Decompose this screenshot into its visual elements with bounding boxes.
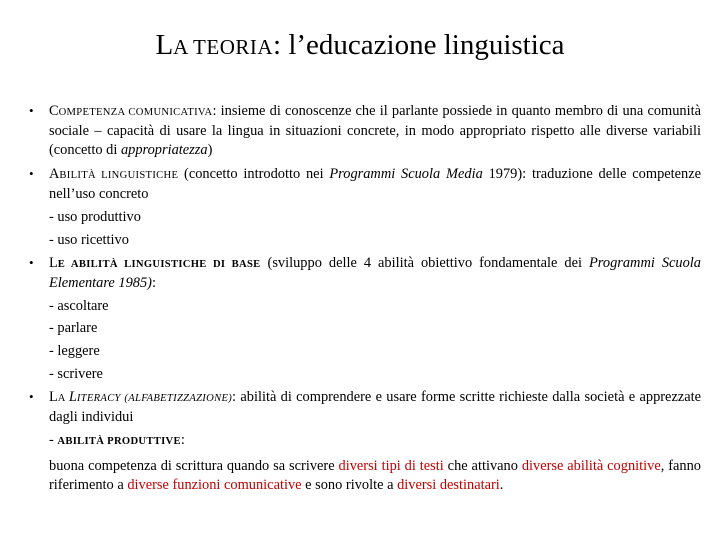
bullet-icon: • <box>29 165 34 181</box>
final-text: . <box>499 476 504 493</box>
item-text: (sviluppo delle 4 abilità obiettivo fondamentale dei <box>260 254 590 271</box>
title-colon: : <box>273 29 289 61</box>
sub-item: - uso ricettivo <box>49 231 129 248</box>
term-italic-smallcaps: ITERACY <box>76 392 121 404</box>
term-initial: A <box>49 165 60 182</box>
item-italic: Programmi Scuola Media <box>329 165 483 182</box>
final-text: buona competenza di scrittura quando sa scrivere <box>49 458 339 475</box>
highlight-text: diversi destinatari <box>397 476 500 493</box>
title-initial: L <box>155 29 174 61</box>
term-initial: C <box>49 103 59 119</box>
title-main: l’educazione linguistica <box>288 29 565 61</box>
list-item <box>29 388 701 427</box>
list-item <box>29 254 701 293</box>
item-text-end: 1979): traduzione delle competenze nell’uso concreto <box>49 165 702 203</box>
title-smallcaps: A TEORIA <box>173 35 274 59</box>
item-text: : abilità di comprendere e usare forme scritte richieste dalla società e apprezzate dagli individui <box>49 388 701 426</box>
productive-colon: : <box>180 431 185 448</box>
item-italic: Programmi Scuola Elementare 1985) <box>49 254 701 291</box>
list-item <box>29 165 702 204</box>
highlight-text: diverse funzioni comunicative <box>127 476 302 493</box>
term-smallcaps: E ABILITÀ LINGUISTICHE DI BASE <box>57 258 261 270</box>
term-parenthetical: (ALFABETIZZAZIONE) <box>120 392 233 404</box>
sub-item: - leggere <box>49 343 100 360</box>
slide-title <box>0 27 720 65</box>
bullet-list <box>29 102 702 494</box>
item-text: (concetto introdotto nei <box>178 165 330 182</box>
sub-item: - parlare <box>49 320 98 337</box>
term-italic-initial: L <box>68 388 77 405</box>
item-italic: appropriatezza <box>120 141 208 158</box>
sub-item: - uso produttivo <box>49 208 141 225</box>
item-text-end: : <box>151 274 156 291</box>
bullet-icon: • <box>29 388 34 404</box>
item-text-end: ) <box>207 141 213 158</box>
term-smallcaps: OMPETENZA COMUNICATIVA <box>58 107 213 118</box>
term-smallcaps: BILITÀ LINGUISTICHE <box>59 169 179 181</box>
bullet-icon: • <box>29 103 34 118</box>
term-initial: L <box>49 388 58 405</box>
productive-description <box>49 457 701 494</box>
productive-label: ABILITÀ PRODUTTIVE <box>57 435 181 447</box>
final-text: e sono rivolte a <box>301 476 398 493</box>
item-text: : insieme di conoscenze che il parlante possiede in quanto membro di una comunità sociale – capacità di usare la lingua in situazioni concrete, in modo appropriato rispetto alle diverse variabili (concetto di <box>49 103 702 158</box>
highlight-text: diverse abilità cognitive <box>521 458 661 475</box>
highlight-text: diversi tipi di testi <box>338 458 444 475</box>
term-initial: L <box>49 254 58 271</box>
term-smallcaps: A <box>57 392 69 404</box>
sub-item: - scrivere <box>49 366 103 383</box>
sub-item: - ascoltare <box>49 297 109 314</box>
final-text: che attivano <box>443 458 522 475</box>
productive-heading <box>49 431 701 451</box>
final-text: , fanno riferimento a <box>49 458 701 493</box>
bullet-icon: • <box>29 254 34 270</box>
list-item <box>29 102 702 159</box>
productive-prefix: - <box>49 431 58 448</box>
